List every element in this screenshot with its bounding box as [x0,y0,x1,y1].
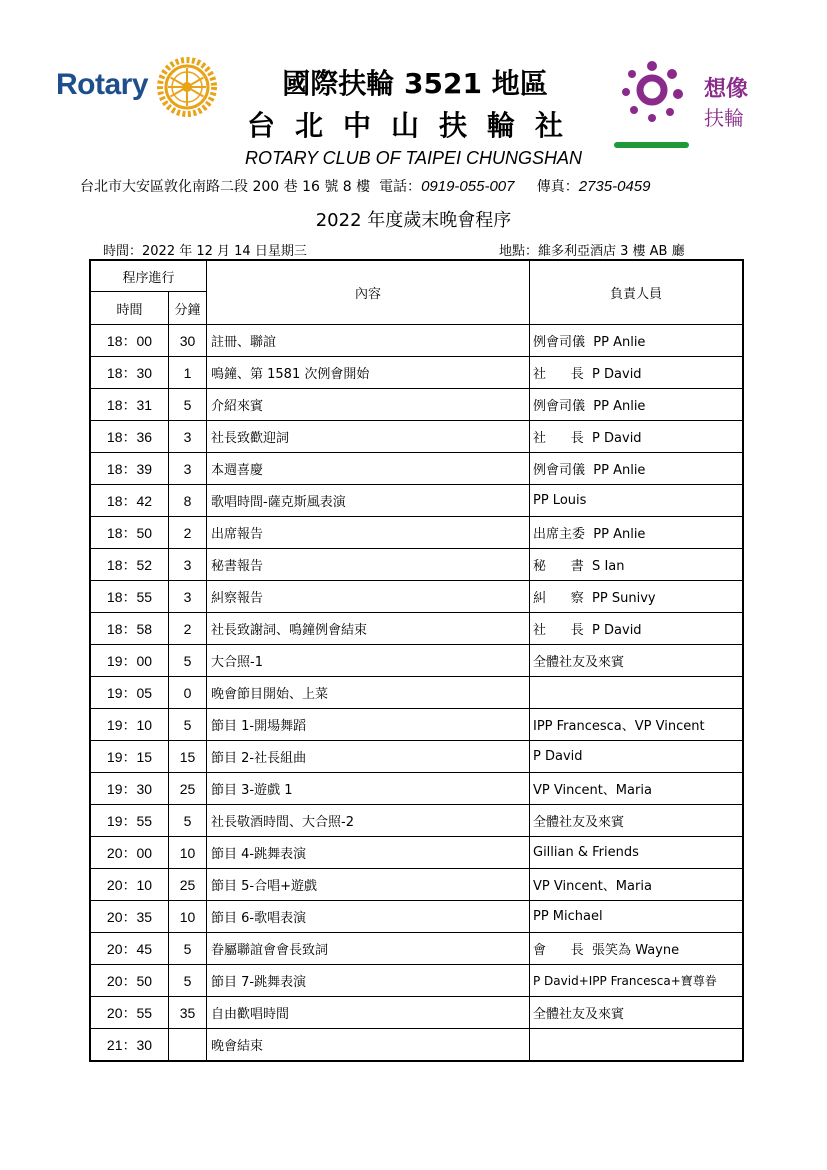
row-person: PP Louis [530,485,744,517]
row-person: 社 長 P David [530,613,744,645]
row-minutes: 5 [169,389,207,421]
row-person: 全體社友及來賓 [530,805,744,837]
row-time: 19：30 [90,773,169,805]
row-minutes: 3 [169,421,207,453]
program-title: 2022 年度歲末晚會程序 [315,210,512,231]
header-time: 時間 [90,292,169,325]
table-row [90,837,743,869]
row-time: 18：55 [90,581,169,613]
row-content: 糾察報告 [207,581,530,613]
event-place: 地點：維多利亞酒店 3 樓 AB 廳 [499,244,685,259]
row-content: 介紹來賓 [207,389,530,421]
row-person: 會 長 張笑為 Wayne [530,933,744,965]
row-content: 節目 1-開場舞蹈 [207,709,530,741]
row-time: 19：15 [90,741,169,773]
address: 台北市大安區敦化南路二段 200 巷 16 號 8 樓 [80,179,371,195]
row-time: 18：30 [90,357,169,389]
club-title: 台北中山扶輪社 [246,109,583,142]
header-content: 內容 [207,260,530,325]
rotary-logo [56,56,221,112]
row-minutes: 25 [169,773,207,805]
address-line [80,176,760,196]
row-minutes: 35 [169,997,207,1029]
table-row [90,549,743,581]
row-time: 19：55 [90,805,169,837]
table-row [90,1029,743,1062]
row-content: 鳴鐘、第 1581 次例會開始 [207,357,530,389]
row-person: 社 長 P David [530,421,744,453]
row-minutes: 10 [169,837,207,869]
row-minutes: 5 [169,645,207,677]
fax-label: 傳真： [536,179,579,195]
row-content: 社長致謝詞、鳴鐘例會結束 [207,613,530,645]
table-row [90,485,743,517]
imagine-dots-icon [612,56,692,126]
row-time: 18：36 [90,421,169,453]
row-minutes: 5 [169,709,207,741]
table-row [90,677,743,709]
row-content: 晚會結束 [207,1029,530,1062]
phone: 0919-055-007 [421,178,515,195]
row-content: 節目 2-社長組曲 [207,741,530,773]
row-content: 節目 5-合唱+遊戲 [207,869,530,901]
event-time: 時間：2022 年 12 月 14 日星期三 [103,244,307,259]
row-content: 晚會節目開始、上菜 [207,677,530,709]
row-content: 歌唱時間-薩克斯風表演 [207,485,530,517]
row-time: 20：00 [90,837,169,869]
row-content: 節目 4-跳舞表演 [207,837,530,869]
table-row [90,453,743,485]
row-time: 20：10 [90,869,169,901]
row-minutes: 25 [169,869,207,901]
row-time: 18：39 [90,453,169,485]
row-person [530,1029,744,1062]
phone-label: 電話： [379,179,422,195]
table-row [90,581,743,613]
row-minutes: 0 [169,677,207,709]
row-content: 註冊、聯誼 [207,325,530,357]
rotary-wordmark: Rotary [56,68,149,101]
row-time: 18：00 [90,325,169,357]
row-person [530,677,744,709]
row-minutes: 2 [169,517,207,549]
row-minutes: 15 [169,741,207,773]
row-time: 18：42 [90,485,169,517]
row-minutes: 5 [169,965,207,997]
header-group: 程序進行 [90,260,207,292]
row-content: 社長致歡迎詞 [207,421,530,453]
row-minutes: 1 [169,357,207,389]
table-row [90,421,743,453]
row-person: PP Michael [530,901,744,933]
row-time: 18：58 [90,613,169,645]
table-row [90,997,743,1029]
table-row [90,389,743,421]
table-row [90,613,743,645]
row-content: 本週喜慶 [207,453,530,485]
program-table [89,259,744,1062]
row-minutes: 5 [169,805,207,837]
row-time: 19：00 [90,645,169,677]
row-time: 18：31 [90,389,169,421]
table-row [90,741,743,773]
row-person: 例會司儀 PP Anlie [530,325,744,357]
row-time: 18：50 [90,517,169,549]
row-content: 社長敬酒時間、大合照-2 [207,805,530,837]
fax: 2735-0459 [578,178,651,195]
row-person: 全體社友及來賓 [530,997,744,1029]
row-person: 社 長 P David [530,357,744,389]
row-person: P David [530,741,744,773]
row-minutes: 8 [169,485,207,517]
header-minutes: 分鐘 [169,292,207,325]
row-content: 眷屬聯誼會會長致詞 [207,933,530,965]
imagine-rotary-logo [612,56,762,156]
imagine-text-2: 扶輪 [704,106,744,130]
row-time: 18：52 [90,549,169,581]
row-person: 全體社友及來賓 [530,645,744,677]
table-row [90,933,743,965]
row-minutes: 10 [169,901,207,933]
row-minutes: 30 [169,325,207,357]
row-time: 20：35 [90,901,169,933]
row-time: 20：55 [90,997,169,1029]
row-person: 出席主委 PP Anlie [530,517,744,549]
district-title: 國際扶輪 3521 地區 [282,67,548,100]
row-time: 19：10 [90,709,169,741]
row-minutes: 3 [169,581,207,613]
row-person: Gillian & Friends [530,837,744,869]
table-row [90,869,743,901]
table-row [90,965,743,997]
row-minutes: 5 [169,933,207,965]
row-person: 例會司儀 PP Anlie [530,453,744,485]
row-person: 例會司儀 PP Anlie [530,389,744,421]
row-content: 秘書報告 [207,549,530,581]
table-row [90,709,743,741]
row-time: 20：45 [90,933,169,965]
row-minutes: 2 [169,613,207,645]
club-title-english: ROTARY CLUB OF TAIPEI CHUNGSHAN [244,148,583,168]
row-minutes: 3 [169,549,207,581]
row-person: VP Vincent、Maria [530,773,744,805]
table-row [90,325,743,357]
row-time: 21：30 [90,1029,169,1062]
row-minutes [169,1029,207,1062]
table-row [90,517,743,549]
row-person: IPP Francesca、VP Vincent [530,709,744,741]
header-person: 負責人員 [530,260,744,325]
row-content: 節目 3-遊戲 1 [207,773,530,805]
row-minutes: 3 [169,453,207,485]
row-content: 出席報告 [207,517,530,549]
table-row [90,805,743,837]
row-content: 節目 7-跳舞表演 [207,965,530,997]
imagine-text-1: 想像 [704,77,749,102]
row-time: 19：05 [90,677,169,709]
program-rows [90,325,743,1062]
row-content: 自由歡唱時間 [207,997,530,1029]
row-content: 大合照-1 [207,645,530,677]
row-content: 節目 6-歌唱表演 [207,901,530,933]
table-row [90,773,743,805]
table-row [90,645,743,677]
row-person: 糾 察 PP Sunivy [530,581,744,613]
row-person: 秘 書 S Ian [530,549,744,581]
row-time: 20：50 [90,965,169,997]
imagine-green-bar [614,142,689,148]
table-row [90,901,743,933]
table-row [90,357,743,389]
row-person: P David+IPP Francesca+寶尊眷 [530,965,744,997]
row-person: VP Vincent、Maria [530,869,744,901]
